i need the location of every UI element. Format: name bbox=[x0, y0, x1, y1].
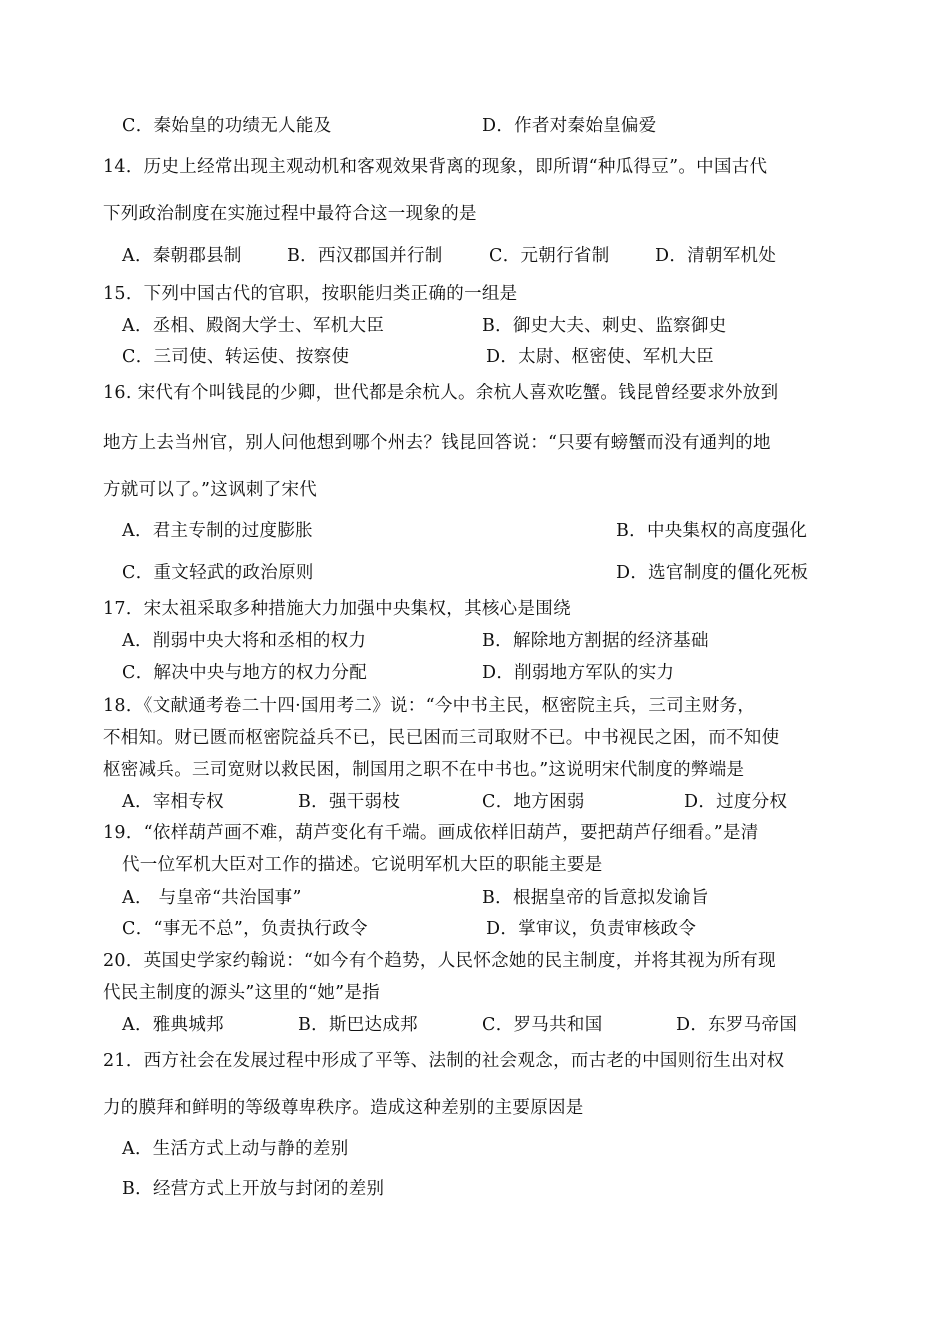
q21-option-a: A．生活方式上动与静的差别 bbox=[122, 1139, 349, 1159]
q16-stem-line3: 方就可以了。”这讽刺了宋代 bbox=[103, 480, 318, 500]
q17-stem: 17．宋太祖采取多种措施大力加强中央集权，其核心是围绕 bbox=[103, 599, 571, 619]
q17-option-c: C．解决中央与地方的权力分配 bbox=[122, 663, 368, 683]
q19-option-a: A． 与皇帝“共治国事” bbox=[122, 888, 302, 908]
q16-option-b: B．中央集权的高度强化 bbox=[616, 521, 808, 541]
q17-option-a: A．削弱中央大将和丞相的权力 bbox=[122, 631, 367, 651]
q16-stem-line1: 16. 宋代有个叫钱昆的少卿，世代都是余杭人。余杭人喜欢吃蟹。钱昆曾经要求外放到 bbox=[103, 383, 779, 403]
q14-option-a: A．秦朝郡县制 bbox=[122, 246, 242, 266]
q20-option-d: D．东罗马帝国 bbox=[676, 1015, 798, 1035]
q14-stem-line2: 下列政治制度在实施过程中最符合这一现象的是 bbox=[103, 204, 477, 224]
q19-stem-line2: 代一位军机大臣对工作的描述。它说明军机大臣的职能主要是 bbox=[122, 855, 603, 875]
q20-option-b: B．斯巴达成邦 bbox=[298, 1015, 418, 1035]
q18-option-c: C．地方困弱 bbox=[482, 792, 585, 812]
q13-option-d: D．作者对秦始皇偏爱 bbox=[482, 116, 657, 136]
q20-option-c: C．罗马共和国 bbox=[482, 1015, 603, 1035]
q21-option-b: B．经营方式上开放与封闭的差别 bbox=[122, 1179, 385, 1199]
q14-option-c: C．元朝行省制 bbox=[489, 246, 610, 266]
q21-stem-line1: 21．西方社会在发展过程中形成了平等、法制的社会观念，而古老的中国则衍生出对权 bbox=[103, 1051, 785, 1071]
q19-option-c: C．“事无不总”，负责执行政令 bbox=[122, 919, 368, 939]
q18-stem-line2: 不相知。财已匮而枢密院益兵不已，民已困而三司取财不已。中书视民之困，而不知使 bbox=[103, 728, 780, 748]
q16-option-c: C．重文轻武的政治原则 bbox=[122, 563, 314, 583]
q15-option-d: D．太尉、枢密使、军机大臣 bbox=[486, 347, 714, 367]
q14-option-d: D．清朝军机处 bbox=[655, 246, 777, 266]
q15-stem: 15．下列中国古代的官职，按职能归类正确的一组是 bbox=[103, 284, 518, 304]
q18-stem-line3: 枢密减兵。三司宽财以救民困，制国用之职不在中书也。”这说明宋代制度的弊端是 bbox=[103, 760, 745, 780]
q15-option-b: B．御史大夫、刺史、监察御史 bbox=[482, 316, 727, 336]
q13-option-c: C．秦始皇的功绩无人能及 bbox=[122, 116, 332, 136]
q17-option-b: B．解除地方割据的经济基础 bbox=[482, 631, 709, 651]
q20-stem-line2: 代民主制度的源头”这里的“她”是指 bbox=[103, 983, 380, 1003]
q18-option-b: B．强干弱枝 bbox=[298, 792, 401, 812]
q14-stem-line1: 14．历史上经常出现主观动机和客观效果背离的现象，即所谓“种瓜得豆”。中国古代 bbox=[103, 157, 768, 177]
q18-stem-line1: 18．《文献通考卷二十四·国用考二》说：“今中书主民，枢密院主兵，三司主财务， bbox=[103, 696, 756, 716]
q17-option-d: D．削弱地方军队的实力 bbox=[482, 663, 675, 683]
q19-option-d: D．掌审议，负责审核政令 bbox=[486, 919, 697, 939]
q20-option-a: A．雅典城邦 bbox=[122, 1015, 224, 1035]
q14-option-b: B．西汉郡国并行制 bbox=[287, 246, 443, 266]
q15-option-c: C．三司使、转运使、按察使 bbox=[122, 347, 350, 367]
q19-option-b: B．根据皇帝的旨意拟发谕旨 bbox=[482, 888, 709, 908]
q19-stem-line1: 19．“依样葫芦画不难，葫芦变化有千端。画成依样旧葫芦，要把葫芦仔细看。”是清 bbox=[103, 823, 759, 843]
q16-option-a: A．君主专制的过度膨胀 bbox=[122, 521, 313, 541]
q15-option-a: A．丞相、殿阁大学士、军机大臣 bbox=[122, 316, 385, 336]
q18-option-d: D．过度分权 bbox=[684, 792, 788, 812]
q20-stem-line1: 20．英国史学家约翰说：“如今有个趋势，人民怀念她的民主制度，并将其视为所有现 bbox=[103, 951, 776, 971]
q16-option-d: D．选官制度的僵化死板 bbox=[616, 563, 809, 583]
q16-stem-line2: 地方上去当州官，别人问他想到哪个州去？钱昆回答说：“只要有螃蟹而没有通判的地 bbox=[103, 433, 771, 453]
q21-stem-line2: 力的膜拜和鲜明的等级尊卑秩序。造成这种差别的主要原因是 bbox=[103, 1098, 584, 1118]
q18-option-a: A．宰相专权 bbox=[122, 792, 224, 812]
